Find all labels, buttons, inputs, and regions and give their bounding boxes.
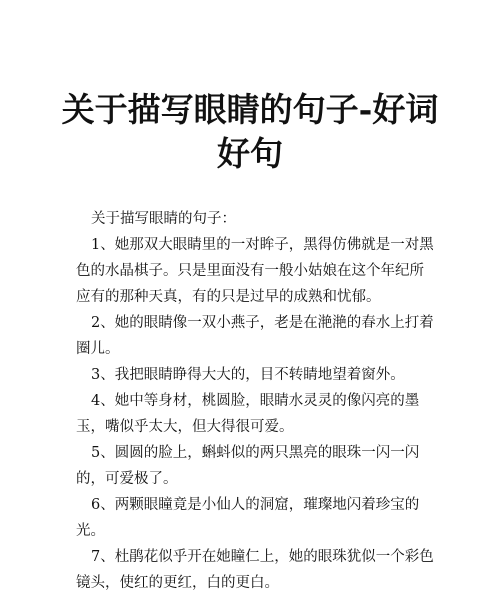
document-body bbox=[76, 206, 434, 596]
paragraph-2: 2、她的眼睛像一双小燕子，老是在滟滟的春水上打着圈儿。 bbox=[76, 315, 434, 357]
paragraph-7: 7、杜鹃花似乎开在她瞳仁上，她的眼珠犹似一个彩色镜头，使红的更红，白的更白。 bbox=[76, 549, 434, 591]
paragraph-4: 4、她中等身材，桃圆脸，眼睛水灵灵的像闪亮的墨玉，嘴似乎太大，但大得很可爱。 bbox=[76, 393, 420, 435]
paragraph-5: 5、圆圆的脸上，蝌蚪似的两只黑亮的眼珠一闪一闪的，可爱极了。 bbox=[76, 445, 420, 487]
paragraph-6: 6、两颗眼瞳竟是小仙人的洞窟，璀璨地闪着珍宝的光。 bbox=[76, 497, 420, 539]
document-title bbox=[40, 88, 460, 176]
intro-paragraph: 关于描写眼睛的句子： bbox=[91, 211, 236, 227]
title-line-1: 关于描写眼睛的句子-好词 bbox=[61, 90, 439, 129]
paragraph-1: 1、她那双大眼睛里的一对眸子，黑得仿佛就是一对黑色的水晶棋子。只是里面没有一般小姑娘在这个年纪所应有的那种天真，有的只是过早的成熟和忧郁。 bbox=[76, 237, 434, 305]
title-line-2: 好句 bbox=[217, 134, 283, 173]
paragraph-3: 3、我把眼睛睁得大大的，目不转睛地望着窗外。 bbox=[91, 367, 405, 383]
